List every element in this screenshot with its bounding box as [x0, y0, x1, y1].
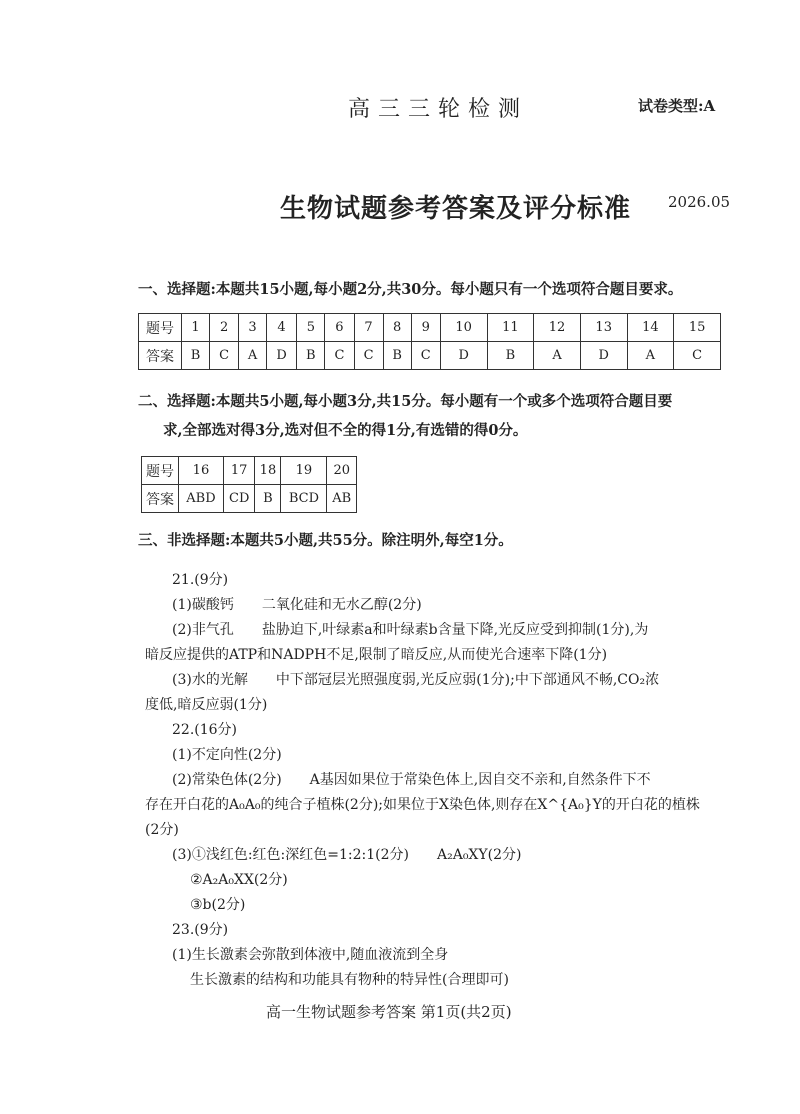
answer-line: 生长激素的结构和功能具有物种的特异性(合理即可) [190, 972, 509, 988]
question-number: 18 [255, 457, 281, 485]
question-number: 13 [580, 314, 627, 342]
exam-name: 高三三轮检测 [348, 97, 529, 122]
answer-cell: C [354, 342, 383, 370]
answer-cell: B [182, 342, 210, 370]
row-label-answer: 答案 [142, 485, 179, 513]
answer-cell: C [325, 342, 354, 370]
section1-answer-table [138, 313, 721, 370]
section2-answer-row [142, 485, 357, 513]
section2-heading-line2: 求,全部选对得3分,选对但不全的得1分,有选错的得0分。 [163, 422, 528, 439]
question-number: 5 [297, 314, 325, 342]
answer-cell: D [440, 342, 487, 370]
section2-heading-line1: 二、选择题:本题共5小题,每小题3分,共15分。每小题有一个或多个选项符合题目要 [138, 393, 673, 410]
answer-cell: BCD [281, 485, 327, 513]
answer-cell: B [487, 342, 534, 370]
question-number: 2 [210, 314, 239, 342]
question-number: 11 [487, 314, 534, 342]
answer-cell: ABD [179, 485, 224, 513]
answer-cell: B [297, 342, 325, 370]
section1-heading: 一、选择题:本题共15小题,每小题2分,共30分。每小题只有一个选项符合题目要求。 [138, 281, 683, 298]
question-number: 3 [239, 314, 267, 342]
answer-cell: D [580, 342, 627, 370]
row-label-answer: 答案 [139, 342, 182, 370]
answer-cell: C [411, 342, 440, 370]
section1-answer-row [139, 342, 721, 370]
answer-line: (1)碳酸钙 二氧化硅和无水乙醇(2分) [172, 597, 422, 613]
answer-line: 暗反应提供的ATP和NADPH不足,限制了暗反应,从而使光合速率下降(1分) [145, 647, 608, 663]
answer-cell: D [266, 342, 296, 370]
row-label-question: 题号 [139, 314, 182, 342]
page-footer: 高一生物试题参考答案 第1页(共2页) [266, 1003, 512, 1021]
question-number: 7 [354, 314, 383, 342]
question-number: 20 [327, 457, 357, 485]
question-number: 14 [627, 314, 674, 342]
answer-cell: C [674, 342, 721, 370]
question-number: 17 [223, 457, 255, 485]
answer-line: 21.(9分) [172, 572, 229, 588]
answer-cell: AB [327, 485, 357, 513]
answer-cell: A [534, 342, 581, 370]
question-number: 16 [179, 457, 224, 485]
question-number: 10 [440, 314, 487, 342]
question-number: 19 [281, 457, 327, 485]
section2-answer-table [141, 456, 357, 513]
exam-date: 2026.05 [668, 193, 731, 211]
section3-heading: 三、非选择题:本题共5小题,共55分。除注明外,每空1分。 [138, 532, 513, 549]
answer-line: (3)水的光解 中下部冠层光照强度弱,光反应弱(1分);中下部通风不畅,CO₂浓 [172, 672, 660, 688]
section2-question-row [142, 457, 357, 485]
answer-line: (3)①浅红色:红色:深红色=1:2:1(2分) A₂A₀XY(2分) [172, 847, 522, 863]
question-number: 15 [674, 314, 721, 342]
question-number: 4 [266, 314, 296, 342]
answer-line: (1)生长激素会弥散到体液中,随血液流到全身 [172, 947, 449, 963]
answer-cell: CD [223, 485, 255, 513]
section1-question-row [139, 314, 721, 342]
answer-line: (2分) [145, 822, 179, 838]
row-label-question: 题号 [142, 457, 179, 485]
answer-line: 存在开白花的A₀A₀的纯合子植株(2分);如果位于X染色体,则存在X^{A₀}Y的开白花的植株 [145, 797, 700, 813]
question-number: 8 [383, 314, 411, 342]
answer-line: (2)常染色体(2分) A基因如果位于常染色体上,因自交不亲和,自然条件下不 [172, 772, 651, 788]
answer-line: 度低,暗反应弱(1分) [145, 697, 268, 713]
answer-line: 22.(16分) [172, 722, 238, 738]
answer-cell: A [627, 342, 674, 370]
answer-line: 23.(9分) [172, 922, 229, 938]
answer-line: (1)不定向性(2分) [172, 747, 282, 763]
answer-line: (2)非气孔 盐胁迫下,叶绿素a和叶绿素b含量下降,光反应受到抑制(1分),为 [172, 622, 649, 638]
answer-cell: C [210, 342, 239, 370]
page-title: 生物试题参考答案及评分标准 [280, 194, 632, 224]
answer-cell: A [239, 342, 267, 370]
answer-line: ②A₂A₀XX(2分) [190, 872, 288, 888]
question-number: 1 [182, 314, 210, 342]
question-number: 6 [325, 314, 354, 342]
answer-line: ③b(2分) [190, 897, 246, 913]
question-number: 9 [411, 314, 440, 342]
answer-cell: B [255, 485, 281, 513]
paper-type: 试卷类型:A [638, 97, 716, 115]
question-number: 12 [534, 314, 581, 342]
answer-cell: B [383, 342, 411, 370]
